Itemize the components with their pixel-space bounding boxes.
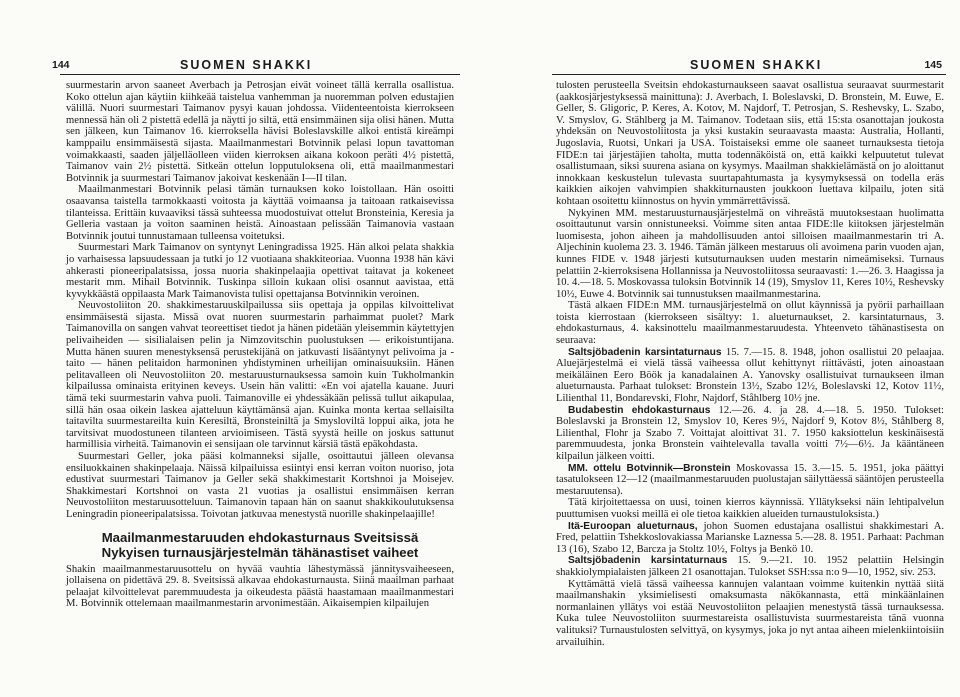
section-title: Maailmanmestaruuden ehdokasturnaus Sveitsissä [101,529,419,545]
event-text: 12.—26. 4. ja 28. 4.—18. 5. 1950. Tulokset: Boleslavski ja Bronstein 12, Smyslov 10, Keres 9½, Najdorf 9, Kotov 8½, Ståhlberg 8, Lilienthal, Flohr ja Szabo 7. Voittajat aloittivat 31. 7. 1950 kaksiottelun keskinäisestä paremmuudesta, jonka Bronstein vaihtelevalla tavalla voitti 7½—6½. Ja kääntäneen kilpailun jälkeen voitti. [556,404,944,462]
paragraph: Tästä alkaen FIDE:n MM. turnausjärjestelmä on ollut käynnissä ja pyörii parhaillaan toista kierrostaan (kierrokseen sisältyy: 1. alueturnaukset, 2. karsintaturnaus, 3. ehdokasturnaus, 4. kaksinottelu maailmanmestaruudesta. Yhteenveto tähänastisesta on seuraava: [556,300,944,347]
paragraph: Suurmestari Geller, joka pääsi kolmanneksi sijalle, osoittautui jälleen olevansa ensiluokkainen shakinpelaaja. Näissä kilpailuissa esiintyi ensi kerran voiton nuoriso, jota edustivat suurmestari Taimanov ja Geller sekä shakkimestarit Kortshnoi ja Moisejev. Shakkimestari Kortshnoi on vasta 21 vuotias ja osallistui ensimmäisen kerran Neuvostoliiton mestaruusotteluun. Taimanovin tapaan hän on saanut shakkikoulutuksensa Leningradin pioneeripalatsissa. Toivotan jatkuvaa menestystä nuorille shakinpelaajille! [66,451,454,520]
page-number: 144 [52,59,70,71]
event-entry [556,555,944,578]
running-head [480,58,960,74]
event-entry [556,521,944,556]
event-text: 15. 9.—21. 10. 1952 pelattiin Helsingin shakkiolympialaisten jälkeen 21 osanottajan. Tulokset SSH:ssa n:o 9—10, 1952, siv. 253. [556,555,945,578]
event-heading: Saltsjöbadenin karsintaturnaus [568,555,728,567]
left-text-column [66,80,454,610]
right-page [480,0,960,697]
paragraph: suurmestarin arvon saaneet Averbach ja Petrosjan eivät voineet tällä kerralla osallistua. Koko ottelun ajan käytiin kiihkeää taistelua vanhemman ja nuoremman polven edustajien välillä. Nuori suurmestari Taimanov pysyi kauan johdossa. Viidenteentoista kierrokseen mennessä hän oli 2 pistettä edellä ja näytti jo siltä, että ensimmäinen sija olisi hänen. Mutta sen jälkeen, kun Taimanov 16. kierroksella hävisi Boleslavskille alkoi entistä kireämpi kamppailu ensimmäisestä sijasta. Maailmanmestari Botvinnik pelasi lopun tavattoman voimakkaasti, saaden jäljelläolleen viiden kierroksen aikana kokoon peräti 4½ pistettä, Taimanov vain 2½ pistettä. Sitkeän ottelun lopputuloksena oli, että maailmanmestari Botvinnik ja suurmestari Taimanov jakoivat keskenään I—II tilan. [66,80,454,184]
section-subtitle: Nykyisen turnausjärjestelmän tähänastiset vaiheet [101,545,419,561]
event-heading: Budabestin ehdokasturnaus [568,404,711,416]
running-title: SUOMEN SHAKKI [180,58,313,72]
section-heading [66,530,454,561]
paragraph: Suurmestari Mark Taimanov on syntynyt Leningradissa 1925. Hän alkoi pelata shakkia jo varhaisessa lapsuudessaan ja tutki jo 12 vuotiaana shakkiteoriaa. Vuonna 1938 hän kävi ahkerasti pioneeripalatsissa, jossa nuoria shakinpelaajia opettivat taitavat ja kokeneet mestarit mm. Mihail Botvinnik. Tuskinpa silloin kukaan olisi osannut aavistaa, että kyvykkäästä oppilaasta Mark Taimanovista tulisi opettajansa Botvinnikin veroinen. [66,242,454,300]
paragraph: Nykyinen MM. mestaruusturnausjärjestelmä on vihreästä muutoksestaan huolimatta osoittautunut varsin onnistuneeksi. Voimme siten antaa FIDE:lle kiitoksen järjestelmän luomisesta, johon aiheen ja mahdollisuuden antoi silloisen maailmanmestarin tri A. Aljechinin kuolema 23. 3. 1946. Tämän jälkeen mestaruus oli avoimena parin vuoden ajan, kunnes FIDE v. 1948 järjesti kutsuturnauksen uuden mestarin nimeämiseksi. Turnaus pelattiin 2-kierroksisena Hollannissa ja Neuvostoliitossa seuraavasti: 1.—26. 3. Haagissa ja 10. 4.—18. 5. Moskovassa tuloksin Botvinnik 14 (19), Smyslov 11, Keres 10½, Reshevsky 10½, Euwe 4. Botvinnik sai tunnustuksen maailmanmestarina. [556,207,944,300]
running-title: SUOMEN SHAKKI [690,58,823,72]
event-text: 15. 7.—15. 8. 1948, johon osallistui 20 pelaajaa. Aluejärjestelmä ei vielä tässä vaiheessa ollut kehittynyt riittävästi, joten ainoastaan meikäläinen Eero Böök ja kanadalainen A. Yanovsky osallistuivat turnaukseen ilman alueturnausta. Parhaat tulokset: Bronstein 13½, Szabo 12½, Boleslavski 12, Kotov 11½, Lilienthal 11, Bondarevski, Flohr, Najdorf, Ståhlberg 10½ jne. [556,346,944,405]
header-rule [552,74,946,75]
event-text: Moskovassa 15. 3.—15. 5. 1951, joka päättyi tasatulokseen 12—12 (maailmanmestaruuden puolustajan säilyttäessä sääntöjen perusteella mestaruutensa). [556,462,944,497]
running-head [0,58,480,74]
paragraph: Shakin maailmanmestaruusottelu on hyvää vauhtia lähestymässä jännitysvaiheeseen, jollaisena on pidettävä 29. 8. Sveitsissä alkavaa ehdokasturnausta. Siinä maailman parhaat pelaajat kilvoittelevat paremmuudesta ja oikeudesta päästä haastamaan maailmanmestari M. Botvinnik ottelemaan maailmanmestarin arvonimestään. Aikaisempien kilpailujen [66,563,454,610]
paragraph: Maailmanmestari Botvinnik pelasi tämän turnauksen koko loistollaan. Hän osoitti osaavansa taistella tarmokkaasti voitosta ja käyttää voimaansa ja taitoaan ratkaisevissa tilanteissa. Erittäin kuvaaviksi tässä suhteessa muodostuivat ottelut Bronsteinia, Keresia ja Gelleria vastaan ja voiton saaminen heistä. Ainoastaan pelissään Taimanovia vastaan Botvinnik joutui tunnustamaan tulleensa voitetuksi. [66,184,454,242]
event-entry [556,405,944,463]
event-entry [556,463,944,498]
right-text-column [556,80,944,648]
paragraph: Tätä kirjoitettaessa on uusi, toinen kierros käynnissä. Yllätykseksi näin lehtipalvelun puuttumisen vuoksi meillä ei ole tietoa kaikkien alueiden turnaustuloksista.) [556,497,944,520]
event-heading: Itä-Euroopan alueturnaus, [568,520,698,532]
header-rule [60,74,460,75]
page-number: 145 [924,59,942,71]
event-heading: Saltsjöbadenin karsintaturnaus [568,346,722,358]
paragraph: tulosten perusteella Sveitsin ehdokasturnaukseen saavat osallistua seuraavat suurmestarit (aakkosjärjestyksessä mainittuna): J. Averbach, I. Boleslavski, D. Bronstein, M. Euwe, E. Geller, S. Gligoric, P. Keres, A. Kotov, M. Najdorf, T. Petrosjan, S. Reshevsky, L. Szabo, V. Smyslov, G. Stählberg ja M. Taimanov. Todetaan siis, että 15:sta osanottajan joukosta yhdeksän on Neuvostoliitosta ja yksi kustakin seuraavasta maasta: Australia, Hollanti, Jugoslavia, Ruotsi, Unkari ja USA. Toistaiseksi emme ole saaneet turnauksesta tietoja FIDE:n tai järjestäjien taholta, mutta todennäköistä on, että kaikki kelpuutetut tulevat osallistumaan, siksi suurena asiana on kysymys. Maailman shakkielämästä on jo aloittanut innokkaan keskustelun tulevasta suurtapahtumasta ja kysymyksessä on todella eräs kaikkien aikojen vahvimpien shakkiturnausten joukkoon luettava kilpailu, joten sitä kohtaan osoitettu kiinnostus on hyvin ymmärrettävissä. [556,80,944,207]
paragraph: Neuvostoliiton 20. shakkimestaruuskilpailussa siis opettaja ja oppilas kilvoittelivat ensimmäisestä sijasta. Missä ovat nuoren suurmestarin parhaimmat puolet? Mark Taimanovilla on sangen vahvat teoreettiset tiedot ja hänen pidetään yleisemmin käytettyjen pelivaiheiden — sisilialaisen pelin ja Nimzovitschin puolustuksen — erikoistuntijana. Mutta hänen suuren menestyksensä perustekijänä on jatkuvasti lisääntynyt pelivoima ja -taito — hänen pelitaidon harmoninen yhdistyminen urheilijan ominaisuuksiin. Hänen pelitavalleen oli Neuvostoliiton 20. mestaruusturnauksessa samoin kuin Tukholmankin kilpailussa ominaista erityinen keveys. Usein hän valitti: «En voi ajatella kauane. Juuri tämä teki suurmestarin vahva puoli. Taimanoville ei yhdessäkään pelissä tullut aikapulaa, sillä hän osaa oikein laskea ajatteluun käyttämänsä ajan. Kuinka monta kertaa sellaisilta taitavilta suurmestareilta kuin Keresiltä, Bronsteiniltä ja Smysloviltä loppui aika, jota he tarvitsivat muodostuneen tilanteen arvioimiseen. Tästä syystä heille on joskus sattunut harmillisia virheitä. Taimanovin ei sensijaan ole tarvinnut kärsiä tästä epäkohdasta. [66,300,454,451]
event-text: johon Suomen edustajana osallistui shakkimestari A. Fred, pelattiin Tshekkoslovakiassa Marianske Laznessa 5.—28. 8. 1951. Parhaat: Pachman 13 (16), Szabo 12, Barcza ja Stoltz 10½, Foltys ja Benkö 10. [556,520,945,555]
event-entry [556,347,944,405]
event-heading: MM. ottelu Botvinnik—Bronstein [568,462,731,474]
paragraph: Kyttämättä vielä tässä vaiheessa kannujen valantaan voimme kuitenkin nyttää siitä maailmanshakin yksimielisesti omaksumasta näkökannasta, että minkäänlainen normanlainen yllätys voi estää Neuvostoliiton pelaajien menestystä tässä turnauksessa. Kuka tulee Neuvostoliiton suurmestareista osallistuvista suurmestareista tänä vuonna valituksi? Turnaustulosten selvittyä, on kysymys, joka jo nyt antaa aiheen mielenkiintoisiin arvailuihin. [556,578,944,648]
